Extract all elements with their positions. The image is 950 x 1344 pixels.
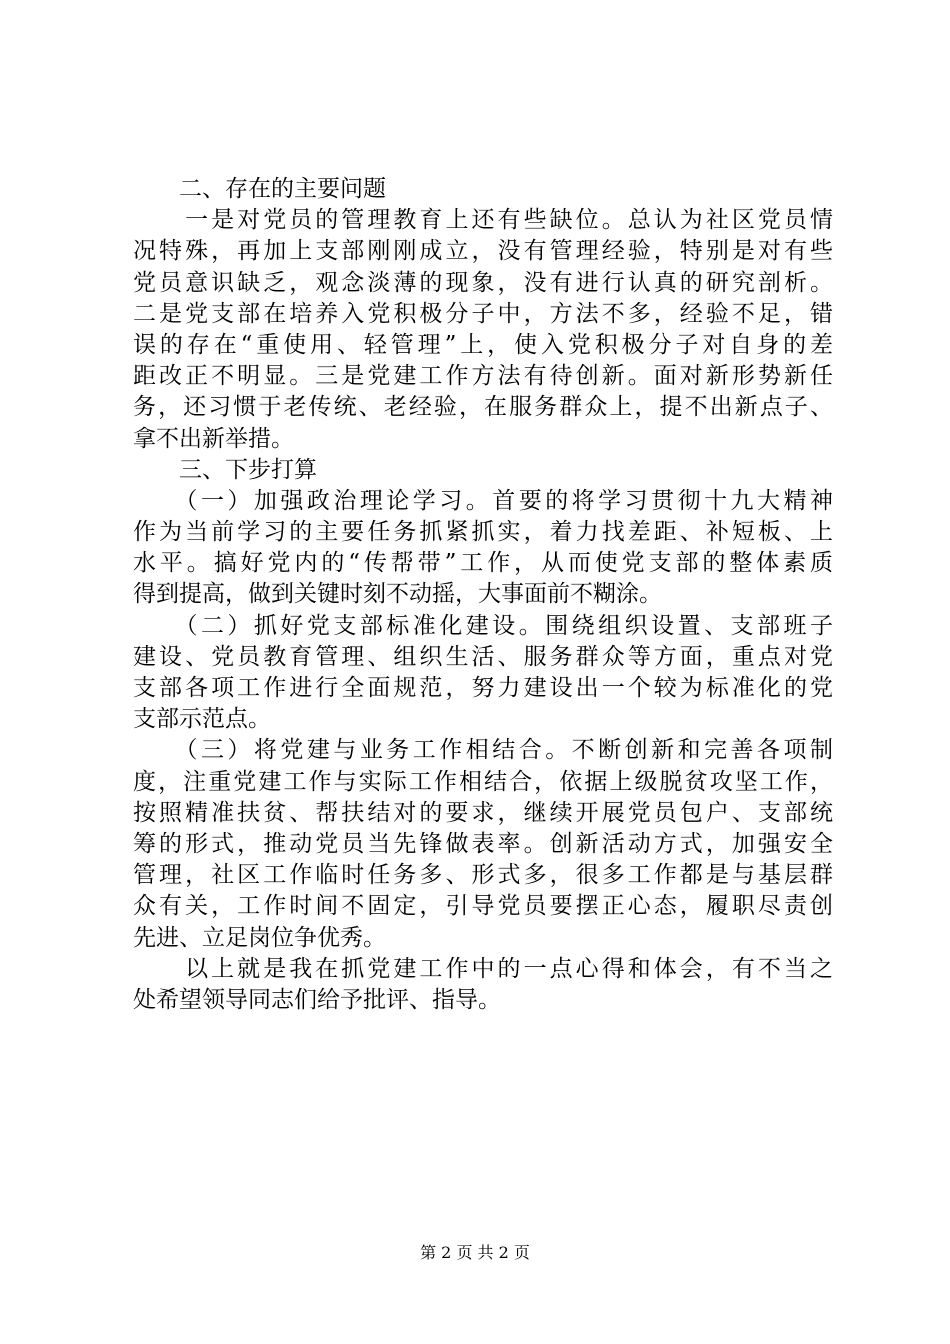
text-line: 众有关，工作时间不固定，引导党员要摆正心态，履职尽责创 bbox=[133, 893, 833, 920]
text-line: （一）加强政治理论学习。首要的将学习贯彻十九大精神 bbox=[133, 487, 833, 514]
text-line: 支部各项工作进行全面规范，努力建设出一个较为标准化的党 bbox=[133, 675, 833, 701]
text-line: 按照精准扶贫、帮扶结对的要求，继续开展党员包户、支部统 bbox=[133, 799, 833, 826]
text-line: 二、存在的主要问题 bbox=[133, 176, 386, 202]
text-line: 先进、立足岗位争优秀。 bbox=[133, 924, 386, 951]
text-line: 三、下步打算 bbox=[133, 456, 317, 483]
text-line: 支部示范点。 bbox=[133, 706, 271, 733]
text-line: 建设、党员教育管理、组织生活、服务群众等方面，重点对党 bbox=[133, 643, 833, 670]
text-line: 以上就是我在抓党建工作中的一点心得和体会，有不当之 bbox=[133, 955, 833, 982]
text-line: 拿不出新举措。 bbox=[133, 425, 294, 452]
text-line: 水平。搞好党内的“传帮带”工作，从而使党支部的整体素质 bbox=[133, 550, 833, 577]
text-line: 二是党支部在培养入党积极分子中，方法不多，经验不足，错 bbox=[133, 300, 833, 327]
text-line: 况特殊，再加上支部刚刚成立，没有管理经验，特别是对有些 bbox=[133, 238, 833, 265]
text-line: （二）抓好党支部标准化建设。围绕组织设置、支部班子 bbox=[133, 612, 833, 639]
text-line: 距改正不明显。三是党建工作方法有待创新。面对新形势新任 bbox=[133, 363, 833, 390]
text-line: 管理，社区工作临时任务多、形式多，很多工作都是与基层群 bbox=[133, 862, 833, 889]
text-line: 党员意识缺乏，观念淡薄的现象，没有进行认真的研究剖析。 bbox=[133, 269, 833, 296]
page-footer: 第 2 页 共 2 页 bbox=[420, 1243, 530, 1262]
text-line: 误的存在“重使用、轻管理”上，使入党积极分子对自身的差 bbox=[133, 331, 833, 358]
text-line: 一是对党员的管理教育上还有些缺位。总认为社区党员情 bbox=[133, 207, 833, 234]
text-line: （三）将党建与业务工作相结合。不断创新和完善各项制 bbox=[133, 737, 833, 764]
text-line: 处希望领导同志们给予批评、指导。 bbox=[133, 986, 501, 1013]
text-line: 筹的形式，推动党员当先锋做表率。创新活动方式，加强安全 bbox=[133, 830, 833, 857]
text-line: 得到提高，做到关键时刻不动摇，大事面前不糊涂。 bbox=[133, 581, 662, 608]
text-line: 作为当前学习的主要任务抓紧抓实，着力找差距、补短板、上 bbox=[133, 519, 833, 546]
document-body bbox=[133, 174, 833, 1016]
text-line: 务，还习惯于老传统、老经验，在服务群众上，提不出新点子、 bbox=[133, 394, 833, 421]
text-line: 度，注重党建工作与实际工作相结合，依据上级脱贫攻坚工作， bbox=[133, 768, 833, 795]
